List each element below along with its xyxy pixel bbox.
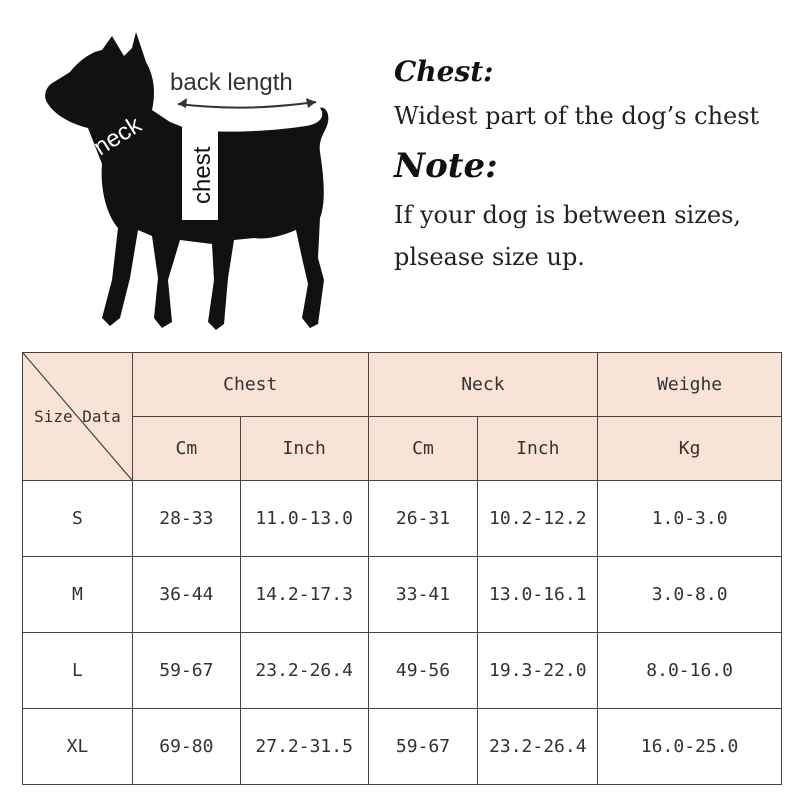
- chest-description: Widest part of the dog’s chest: [394, 102, 760, 130]
- table-cell: 13.0-16.1: [478, 557, 598, 633]
- subheader-chest-inch: Inch: [240, 417, 368, 481]
- size-cell: XL: [23, 709, 133, 785]
- table-cell: 16.0-25.0: [598, 709, 782, 785]
- table-row: [23, 557, 782, 633]
- chest-heading: Chest:: [394, 55, 494, 88]
- table-cell: 49-56: [368, 633, 478, 709]
- table-cell: 23.2-26.4: [478, 709, 598, 785]
- table-row: [23, 481, 782, 557]
- note-heading: Note:: [394, 146, 498, 186]
- subheader-chest-cm: Cm: [132, 417, 240, 481]
- note-line-1: If your dog is between sizes,: [394, 201, 742, 229]
- back-arrow-head-right: [306, 98, 316, 108]
- table-cell: 3.0-8.0: [598, 557, 782, 633]
- table-cell: 36-44: [132, 557, 240, 633]
- group-header-chest: Chest: [132, 353, 368, 417]
- table-cell: 23.2-26.4: [240, 633, 368, 709]
- table-row: [23, 633, 782, 709]
- corner-label: Size Data: [34, 407, 121, 426]
- neck-label: neck: [88, 111, 147, 162]
- back-length-label: back length: [170, 69, 293, 96]
- table-cell: 27.2-31.5: [240, 709, 368, 785]
- table-cell: 11.0-13.0: [240, 481, 368, 557]
- table-cell: 33-41: [368, 557, 478, 633]
- back-arrow-head-left: [178, 98, 187, 108]
- table-cell: 14.2-17.3: [240, 557, 368, 633]
- note-text: [394, 194, 784, 278]
- size-cell: S: [23, 481, 133, 557]
- table-cell: 8.0-16.0: [598, 633, 782, 709]
- group-header-neck: Neck: [368, 353, 598, 417]
- chest-label: chest: [189, 146, 216, 204]
- dog-measurement-figure: [20, 18, 360, 348]
- table-cell: 26-31: [368, 481, 478, 557]
- table-cell: 19.3-22.0: [478, 633, 598, 709]
- subheader-neck-inch: Inch: [478, 417, 598, 481]
- info-panel: [394, 50, 784, 278]
- group-header-weight: Weighe: [598, 353, 782, 417]
- table-cell: 59-67: [132, 633, 240, 709]
- table-cell: 28-33: [132, 481, 240, 557]
- table-cell: 59-67: [368, 709, 478, 785]
- size-table: [22, 352, 782, 785]
- note-line-2: plsease size up.: [394, 243, 585, 271]
- table-cell: 69-80: [132, 709, 240, 785]
- table-row: [23, 709, 782, 785]
- table-group-header-row: [23, 353, 782, 417]
- size-cell: L: [23, 633, 133, 709]
- size-data-corner-cell: [23, 353, 133, 481]
- subheader-weight-kg: Kg: [598, 417, 782, 481]
- back-length-arrow: [178, 102, 316, 108]
- subheader-neck-cm: Cm: [368, 417, 478, 481]
- table-sub-header-row: [23, 417, 782, 481]
- table-cell: 1.0-3.0: [598, 481, 782, 557]
- table-cell: 10.2-12.2: [478, 481, 598, 557]
- size-cell: M: [23, 557, 133, 633]
